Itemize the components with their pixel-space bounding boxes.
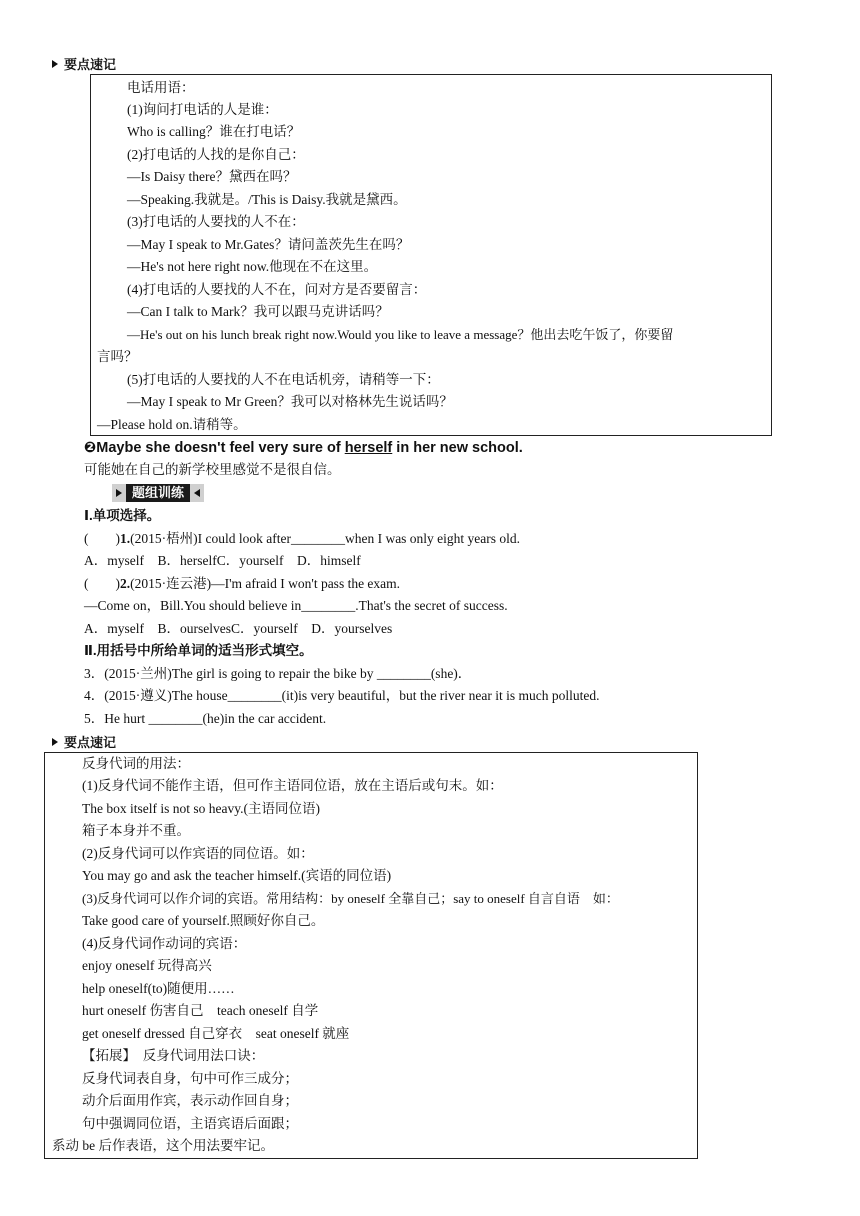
box2-line: 系动 be 后作表语，这个用法要牢记。 (52, 1138, 274, 1153)
box1-line: —Please hold on.请稍等。 (97, 417, 247, 432)
box1-line: 电话用语： (127, 80, 195, 95)
box2-line: 句中强调同位语，主语宾语后面跟； (82, 1116, 298, 1131)
box2-line: (3)反身代词可以作介词的宾语。常用结构：by oneself 全靠自己；say to oneself 自言自语 如： (82, 891, 619, 906)
section-header-label: 要点速记 (64, 57, 117, 72)
box1-line: (2)打电话的人找的是你自己： (127, 147, 305, 162)
box1-line: —He's not here right now.他现在不在这里。 (127, 259, 378, 274)
box2-line: (1)反身代词不能作主语，但可作主语同位语，放在主语后或句末。如： (82, 778, 503, 793)
box2-line: 反身代词表自身，句中可作三成分； (82, 1071, 298, 1086)
box2-line: (4)反身代词作动词的宾语： (82, 936, 247, 951)
key-sentence-translation: 可能她在自己的新学校里感觉不是很自信。 (84, 462, 341, 477)
box2-line: help oneself(to)随便用…… (82, 981, 235, 996)
badge-right-arrow-icon (190, 484, 204, 502)
box1-line: (5)打电话的人要找的人不在电话机旁，请稍等一下： (127, 372, 440, 387)
question-4: 4．(2015·遵义)The house________(it)is very beautiful，but the river near it is much polluted. (84, 688, 600, 703)
box2-line: 动介后面用作宾，表示动作回自身； (82, 1093, 298, 1108)
question-text: (2015·连云港)—I'm afraid I won't pass the exam. (130, 576, 401, 591)
badge-left-arrow-icon (112, 484, 126, 502)
answer-blank[interactable]: ( ) (84, 531, 120, 546)
question-1 (84, 530, 520, 548)
box1-line: —May I speak to Mr Green？我可以对格林先生说话吗？ (127, 394, 453, 409)
triangle-bullet-icon (52, 738, 58, 746)
box1-line: (4)打电话的人要找的人不在，问对方是否要留言： (127, 282, 427, 297)
box2-line: 箱子本身并不重。 (82, 823, 190, 838)
box2-line: You may go and ask the teacher himself.(宾语的同位语) (82, 868, 392, 883)
box2-line: 反身代词的用法： (82, 756, 190, 771)
box2-line: get oneself dressed 自己穿衣 seat oneself 就座 (82, 1026, 350, 1041)
practice-badge (112, 484, 204, 502)
key-sentence-keyword: herself (344, 440, 393, 456)
question-3: 3．(2015·兰州)The girl is going to repair the bike by ________(she)． (84, 666, 472, 681)
box1-line: 言吗？ (97, 349, 138, 364)
section-header-key-points-2 (52, 732, 116, 751)
box1-line: (1)询问打电话的人是谁： (127, 102, 278, 117)
key-sentence-after: in her new school. (392, 440, 523, 456)
box1-line: Who is calling？谁在打电话？ (127, 124, 301, 139)
key-sentence (84, 439, 523, 457)
box2-line: The box itself is not so heavy.(主语同位语) (82, 801, 320, 816)
box1-line: —He's out on his lunch break right now.Would you like to leave a message？他出去吃午饭了，你要留 (127, 327, 674, 342)
box2-line: (2)反身代词可以作宾语的同位语。如： (82, 846, 314, 861)
box1-line: —May I speak to Mr.Gates？请问盖茨先生在吗？ (127, 237, 410, 252)
question-5: 5．He hurt ________(he)in the car accident. (84, 711, 327, 726)
box2-line: Take good care of yourself.照顾好你自己。 (82, 913, 325, 928)
box2-line: enjoy oneself 玩得高兴 (82, 958, 212, 973)
triangle-bullet-icon (52, 60, 58, 68)
question-number: 1. (120, 531, 131, 546)
question-number: 2. (120, 576, 131, 591)
box1-line: —Speaking.我就是。/This is Daisy.我就是黛西。 (127, 192, 407, 207)
section-header-label: 要点速记 (64, 735, 117, 750)
box2-line: 【拓展】 反身代词用法口诀： (82, 1048, 265, 1063)
answer-blank[interactable]: ( ) (84, 576, 120, 591)
box1-line: —Can I talk to Mark？我可以跟马克讲话吗？ (127, 304, 389, 319)
key-sentence-before: ❷Maybe she doesn't feel very sure of (84, 440, 345, 456)
part1-title: Ⅰ.单项选择。 (84, 508, 161, 523)
question-2-options: A．myself B．ourselvesC．yourself D．yourselves (84, 621, 393, 636)
question-2-line2: —Come on，Bill.You should believe in________.That's the secret of success. (84, 598, 508, 613)
box1-line: —Is Daisy there？黛西在吗？ (127, 169, 297, 184)
question-text: (2015·梧州)I could look after________when I was only eight years old. (130, 531, 521, 546)
question-2 (84, 575, 400, 593)
part2-title: Ⅱ.用括号中所给单词的适当形式填空。 (84, 643, 313, 658)
box2-line: hurt oneself 伤害自己 teach oneself 自学 (82, 1003, 319, 1018)
practice-badge-label: 题组训练 (126, 484, 190, 502)
question-1-options: A．myself B．herselfC．yourself D．himself (84, 553, 361, 568)
box1-line: (3)打电话的人要找的人不在： (127, 214, 305, 229)
section-header-key-points-1 (52, 54, 116, 73)
